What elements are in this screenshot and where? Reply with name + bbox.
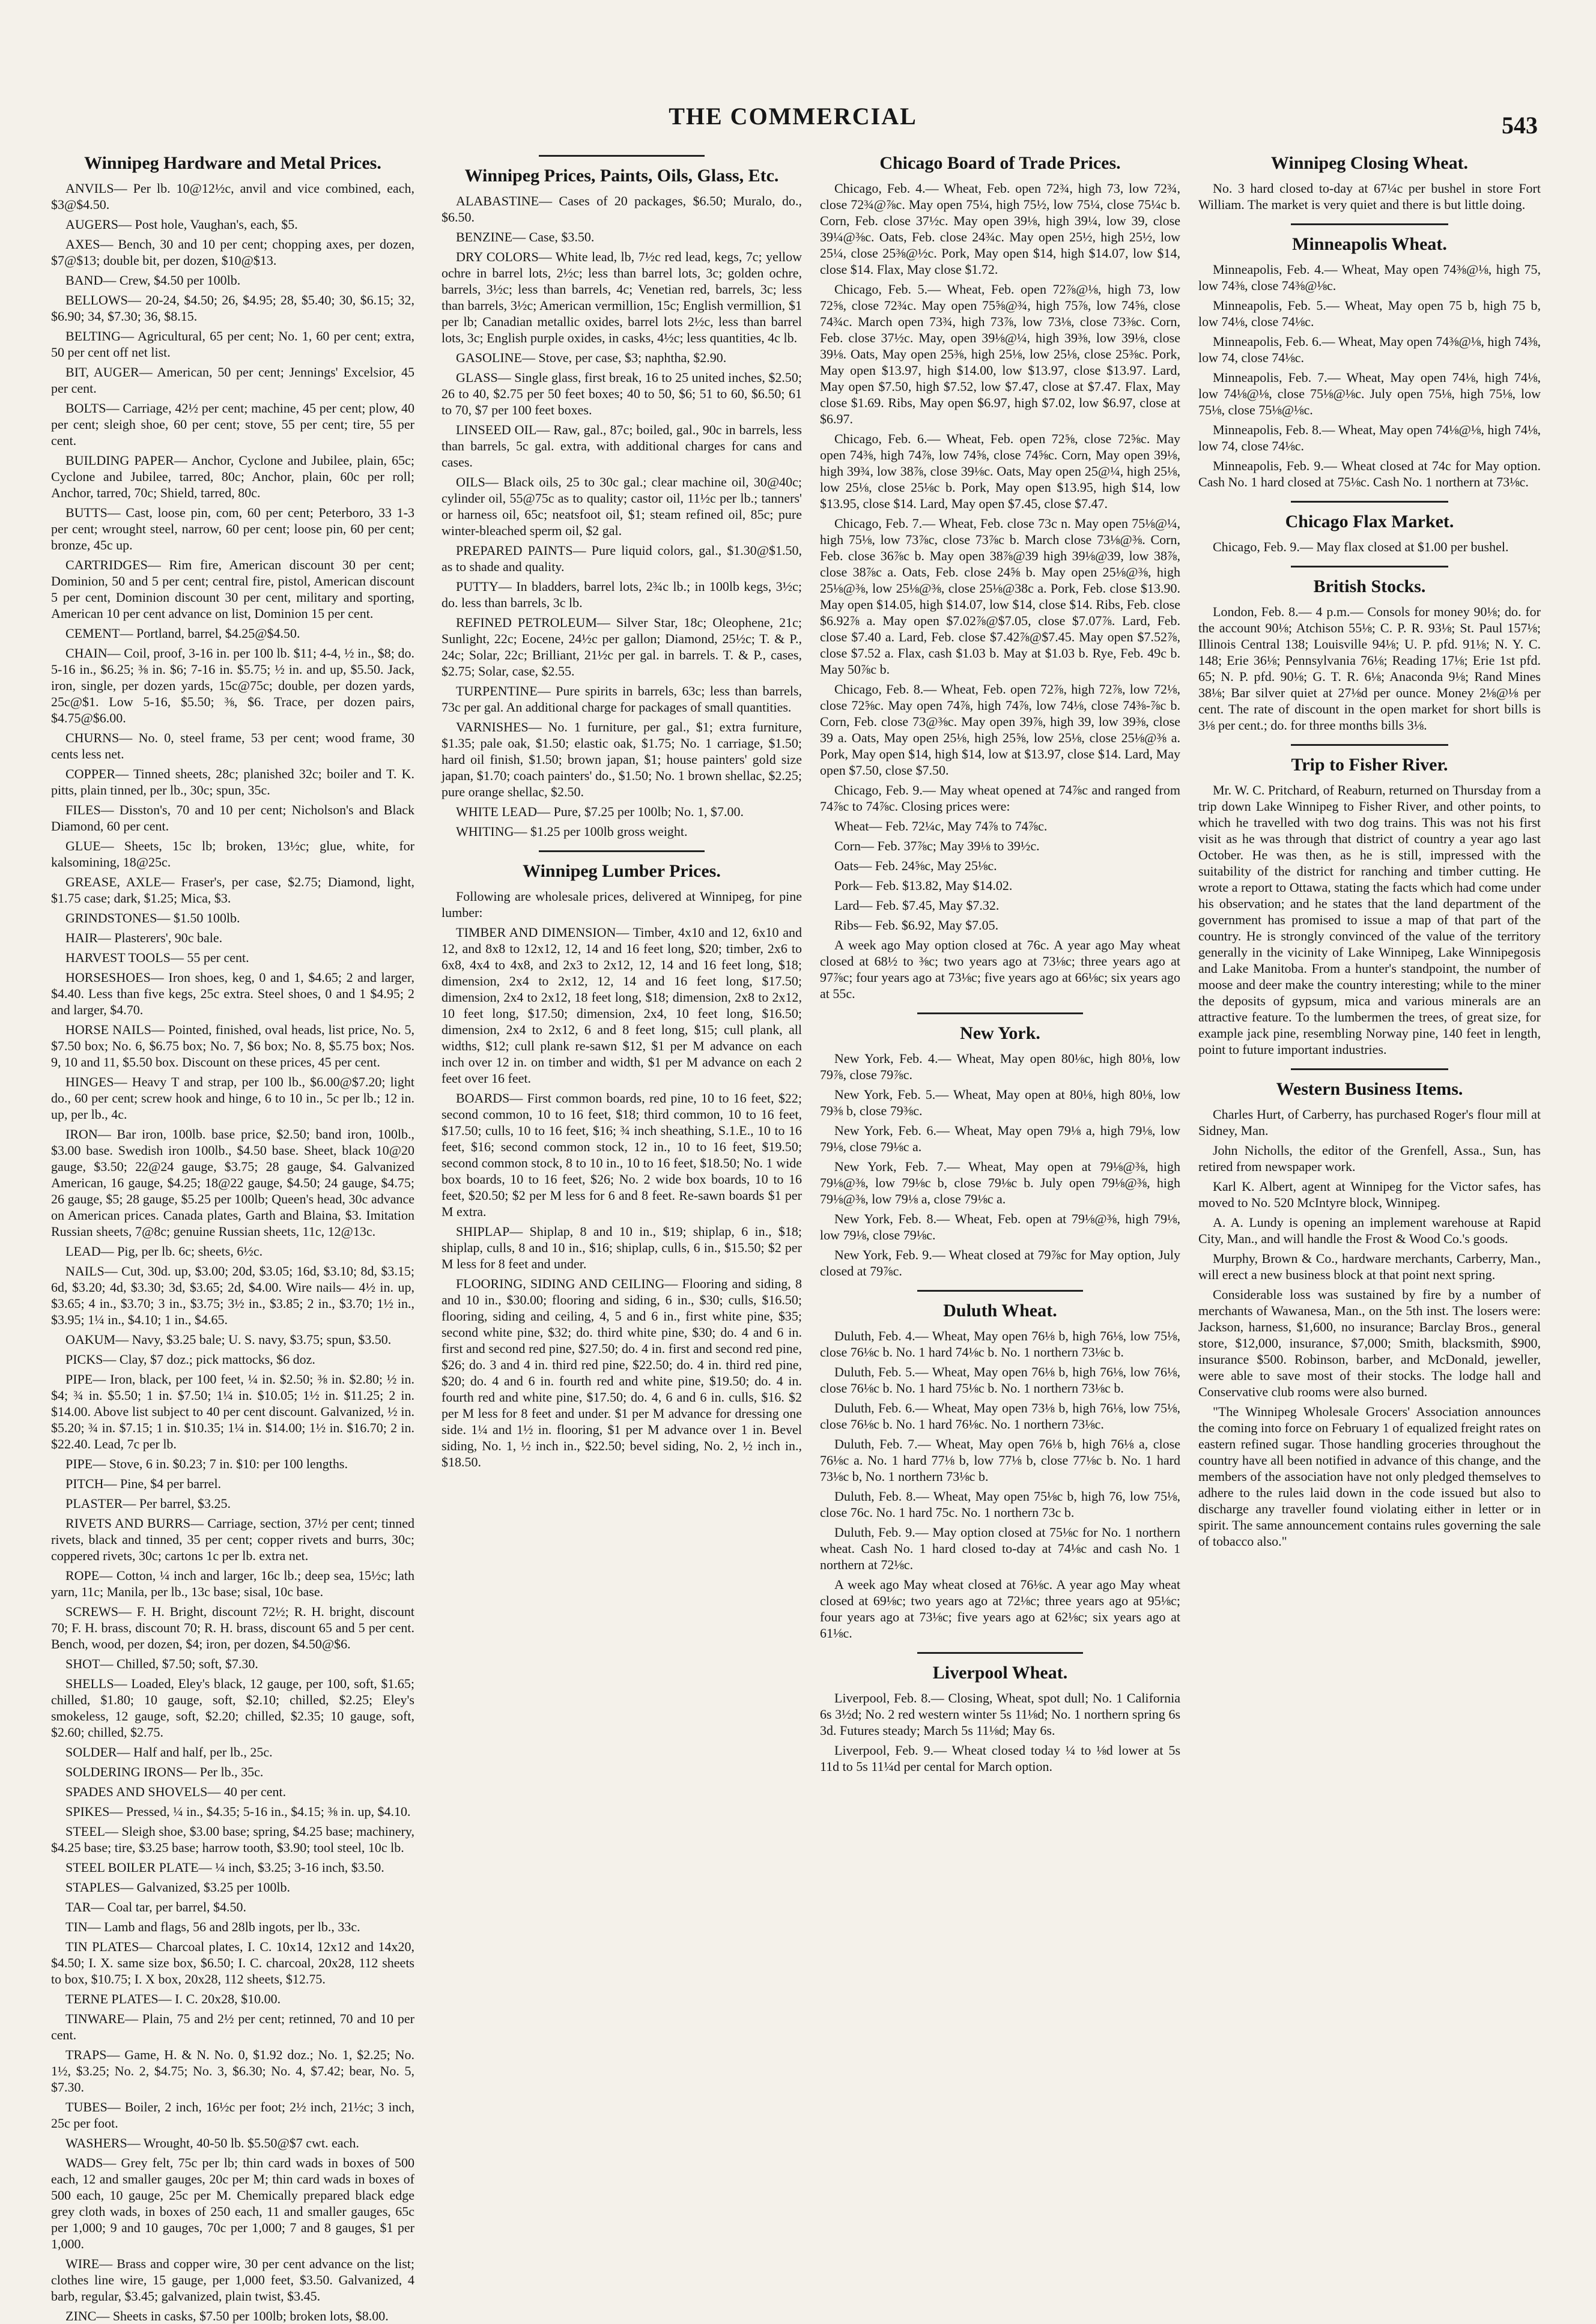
paragraph: WHITING— $1.25 per 100lb gross weight. xyxy=(456,824,688,839)
column-4 xyxy=(1198,144,1541,2270)
section-divider xyxy=(539,155,705,157)
paragraph: Considerable loss was sustained by fire by a number of merchants of Wawanesa, Man., on the 5th inst. The losers were: Jackson, harness, $1,600, no insurance; Barclay Bros., general store, $12,000, insurance, $7,000; Smith, blacksmith, $900, insurance $500. Robinson, barber, and McDonald, jeweller, were able to save most of their stocks. The lodge hall and Conservative club rooms were also burned. xyxy=(1198,1287,1541,1399)
paragraph: CARTRIDGES— Rim fire, American discount 30 per cent; Dominion, 50 and 5 per cent; central fire, pistol, American discount 5 per cent, Dominion discount 30 per cent, military and sporting, American 10 per cent advance on list, Dominion 15 per cent. xyxy=(51,557,414,621)
paragraph: Chicago, Feb. 7.— Wheat, Feb. close 73c n. May open 75⅛@¼, high 75⅛, low 73⅞c, close 73⅞c b. March close 73⅛@⅜. Corn, Feb. close 36⅞c b. May open 38⅞@39 high 39⅛@39, low 38⅞, close 38⅞c a. Oats, Feb. close 24⅝ b. May open 25⅛@⅜, high 25⅛@⅜, low 25⅛@⅜, close 25⅛@38c a. Pork, Feb. close $13.90. May open $14.05, high $14.07, low $14, close $14. Ribs, Feb. close $6.92⅞ a. May open $7.02⅞@$7.05, close $7.07⅞. Lard, Feb. close $7.40 a. Lard, Feb. close $7.42⅞@$7.45. May open $7.52⅞, close $7.52 a. Flax, cash $1.03 b. May at $1.03 b. Rye, Feb. 49c b. May 50⅞c b. xyxy=(820,516,1180,677)
paragraph: AXES— Bench, 30 and 10 per cent; chopping axes, per dozen, $7@$13; double bit, per dozen, $10@$13. xyxy=(51,237,414,268)
paragraph: CHURNS— No. 0, steel frame, 53 per cent; wood frame, 30 cents less net. xyxy=(51,730,414,761)
article-minneapolis xyxy=(1198,261,1541,490)
paragraph: AUGERS— Post hole, Vaughan's, each, $5. xyxy=(65,217,298,232)
section-divider xyxy=(917,1012,1083,1014)
paragraph: TIN PLATES— Charcoal plates, I. C. 10x14, 12x12 and 14x20, $4.50; I. X. same size box, $6.50; I. C. charcoal, 20x28, 112 sheets to box, $10.75; I. X box, 20x28, 112 sheets, $12.75. xyxy=(51,1939,414,1987)
section-title-liverpool: Liverpool Wheat. xyxy=(932,1663,1068,1683)
article-winnipeg-closing xyxy=(1198,180,1541,213)
paragraph: GASOLINE— Stove, per case, $3; naphtha, $2.90. xyxy=(456,350,727,365)
paragraph: A week ago May option closed at 76c. A year ago May wheat closed at 68½ to ⅜c; two years ago at 73⅛c; three years ago at 97⅞c; four years ago at 73⅛c; five years ago at 66⅛c; six years ago at 55c. xyxy=(820,937,1180,1001)
paragraph: Corn— Feb. 37⅞c; May 39⅛ to 39½c. xyxy=(834,838,1040,853)
paragraph: REFINED PETROLEUM— Silver Star, 18c; Oleophene, 21c; Sunlight, 22c; Eocene, 24½c per gallon; Diamond, 25½c; T. & P., 24c; Solar, 22c; Brilliant, 21½c per gal. in barrels. T. & P., cases, $2.75; Solar, case, $2.55. xyxy=(441,615,802,679)
paragraph: Charles Hurt, of Carberry, has purchased Roger's flour mill at Sidney, Man. xyxy=(1198,1107,1541,1138)
article-liverpool xyxy=(820,1690,1180,1775)
paragraph: Chicago, Feb. 8.— Wheat, Feb. open 72⅞, high 72⅞, low 72⅛, close 72⅝c. May open 74⅞, high 74⅞, low 74⅛, close 74⅜-⅞c b. Corn, Feb. close 73@⅜c. May open 39⅞, high 39, low 39⅜, close 39 a. Oats, May open 25⅛, high 25⅝, low 25⅛, close 25⅛@⅜ a. Pork, May open $14, high $14, low at $13.97, close $14. Lard, May open $7.50, close $7.50. xyxy=(820,682,1180,778)
section-title-fisher: Trip to Fisher River. xyxy=(1291,755,1448,775)
paragraph: SHIPLAP— Shiplap, 8 and 10 in., $19; shiplap, 6 in., $18; shiplap, culls, 8 and 10 in., $16; shiplap, culls, 6 in., $15.50; $2 per M less for 8 feet and under. xyxy=(441,1224,802,1271)
paragraph: New York, Feb. 9.— Wheat closed at 79⅞c for May option, July closed at 79⅞c. xyxy=(820,1247,1180,1279)
paragraph: New York, Feb. 5.— Wheat, May open at 80⅛, high 80⅛, low 79⅜ b, close 79⅜c. xyxy=(820,1087,1180,1118)
paragraph: TAR— Coal tar, per barrel, $4.50. xyxy=(65,1899,246,1914)
paragraph: Duluth, Feb. 4.— Wheat, May open 76⅛ b, high 76⅛, low 75⅛, close 76⅛c b. No. 1 hard 74⅛c b. No. 1 northern 73⅛c b. xyxy=(820,1328,1180,1360)
paragraph: ANVILS— Per lb. 10@12½c, anvil and vice combined, each, $3@$4.50. xyxy=(51,181,414,212)
paragraph: Minneapolis, Feb. 7.— Wheat, May open 74⅛, high 74⅛, low 74⅛@⅛, close 75⅛@⅛c. July open 75⅛, high 75⅛, low 75⅛, close 75⅛@⅛c. xyxy=(1198,370,1541,417)
paragraph: LEAD— Pig, per lb. 6c; sheets, 6½c. xyxy=(65,1244,263,1259)
running-title: THE COMMERCIAL xyxy=(669,103,917,130)
paragraph: GLASS— Single glass, first break, 16 to 25 united inches, $2.50; 26 to 40, $2.75 per 50 feet boxes; 40 to 50, $6; 51 to 60, $6.50; 61 to 70, $7 per 100 feet boxes. xyxy=(441,370,802,417)
paragraph: TRAPS— Game, H. & N. No. 0, $1.92 doz.; No. 1, $2.25; No. 1½, $3.25; No. 2, $4.75; No. 3, $6.30; No. 4, $7.42; bear, No. 5, $7.30. xyxy=(51,2047,414,2095)
section-title-hardware: Winnipeg Hardware and Metal Prices. xyxy=(84,153,381,173)
paragraph: SHELLS— Loaded, Eley's black, 12 gauge, per 100, soft, $1.65; chilled, $1.80; 10 gauge, soft, $2.10; chilled, $2.25; Eley's smokeless, 12 gauge, soft, $2.20; chilled, $2.35; 10 gauge, soft, $2.60; chilled, $2.75. xyxy=(51,1676,414,1740)
paragraph: Chicago, Feb. 6.— Wheat, Feb. open 72⅝, close 72⅝c. May open 74⅜, high 74⅞, low 74⅝, close 74⅝c. Corn, May open 39⅛, high 39¾, low 38⅞, close 39⅛c. Oats, May open 25@¼, high 25⅛, low 25⅛, close 25⅛c b. Pork, May open $13.95, high $14, low $13.95, close $14. Lard, May open $7.45, close $7.47. xyxy=(820,431,1180,511)
paragraph: BUTTS— Cast, loose pin, com, 60 per cent; Peterboro, 33 1-3 per cent; wrought steel, narrow, 60 per cent; loose pin, 60 per cent; bronze, 45c up. xyxy=(51,505,414,552)
paragraph: Mr. W. C. Pritchard, of Reaburn, returned on Thursday from a trip down Lake Winnipeg to Fisher River, and other points, to which he travelled with two dog trains. This was not his first visit as he was through that district of country a year ago last October. He was then, as he is still, impressed with the suitability of the district for ranching and timber cutting. He wrote a report to Ottawa, stating the facts which had come under his observation; and he states that the land department of the government has promised to issue a map of that part of the country. He is strongly convinced of the value of the territory generally in the vicinity of Lake Winnipeg, Lake Winnipegosis and Lake Manitoba. From a hunter's standpoint, the number of moose and deer make the country interesting; while to the miner the deposits of gypsum, mica and various minerals are an attractive feature. To the lumbermen the trees, of great size, for example jack pine, resembling Norway pine, 140 feet in length, point to future important industries. xyxy=(1198,782,1541,1057)
paragraph: Oats— Feb. 24⅝c, May 25⅛c. xyxy=(834,858,997,873)
paragraph: Chicago, Feb. 9.— May wheat opened at 74⅞c and ranged from 74⅞c to 74⅞c. Closing prices were: xyxy=(820,782,1180,814)
paragraph: STEEL BOILER PLATE— ¼ inch, $3.25; 3-16 inch, $3.50. xyxy=(65,1860,384,1875)
paragraph: New York, Feb. 6.— Wheat, May open 79⅛ a, high 79⅛, low 79⅛, close 79⅛c a. xyxy=(820,1123,1180,1154)
page-header xyxy=(0,0,1596,138)
paragraph: VARNISHES— No. 1 furniture, per gal., $1; extra furniture, $1.35; pale oak, $1.50; elastic oak, $1.75; No. 1 carriage, $1.50; hard oil finish, $1.50; brown japan, $1; house painters' gold size japan, $1.70; coach painters' do., $1.50; No. 1 brown shellac, $2.25; pure orange shellac, $2.50. xyxy=(441,719,802,799)
paragraph: HORSE NAILS— Pointed, finished, oval heads, list price, No. 5, $7.50 box; No. 6, $6.75 box; No. 7, $6 box; No. 8, $5.75 box; Nos. 9, 10 and 11, $5.50 box. Discount on these prices, 45 per cent. xyxy=(51,1022,414,1070)
paragraph: New York, Feb. 8.— Wheat, Feb. open at 79⅛@⅜, high 79⅛, low 79⅛, close 79⅛c. xyxy=(820,1211,1180,1242)
paragraph: LINSEED OIL— Raw, gal., 87c; boiled, gal., 90c in barrels, less than barrels, 5c gal. extra, with additional charges for cans and cases. xyxy=(441,422,802,470)
paragraph: STAPLES— Galvanized, $3.25 per 100lb. xyxy=(65,1880,291,1895)
paragraph: BAND— Crew, $4.50 per 100lb. xyxy=(65,273,241,288)
paragraph: Following are wholesale prices, delivered at Winnipeg, for pine lumber: xyxy=(441,889,802,920)
paragraph: Duluth, Feb. 8.— Wheat, May open 75⅛c b, high 76, low 75⅛, close 76c. No. 1 hard 75c. No. 1 northern 73c b. xyxy=(820,1489,1180,1520)
paragraph: OILS— Black oils, 25 to 30c gal.; clear machine oil, 30@40c; cylinder oil, 55@75c as to quality; castor oil, 11½c per lb.; tanners' or harness oil, 65c; neatsfoot oil, $1; steam refined oil, 85c; pure winter-bleached sperm oil, $2 gal. xyxy=(441,474,802,538)
section-divider xyxy=(917,1290,1083,1292)
article-paints xyxy=(441,193,802,840)
paragraph: PIPE— Iron, black, per 100 feet, ¼ in. $2.50; ⅜ in. $2.80; ½ in. $4; ¾ in. $5.50; 1 in. $7.50; 1¼ in. $10.05; 1½ in. $11.25; 2 in. $14.00. Above list subject to 40 per cent discount. Galvanized, ½ in. $5.20; ¾ in. $7.15; 1 in. $10.35; 1¼ in. $14.00; 1½ in. $16.70; 2 in. $22.40. Lead, 7c per lb. xyxy=(51,1372,414,1451)
section-divider xyxy=(1291,501,1448,503)
section-title-chicago: Chicago Board of Trade Prices. xyxy=(879,153,1121,173)
paragraph: Chicago, Feb. 5.— Wheat, Feb. open 72⅞@⅛, high 73, low 72⅝, close 72¾c. May open 75⅝@¾, high 75⅞, low 74⅝, close 74¾c. March open 73¾, high 73⅞, low 73⅛, close 73⅜c. Corn, Feb. close 37½c. May, open 39⅛@¼, high 39⅜, low 39⅛, close 39⅛. Oats, May open 25⅜, high 25⅛, low 25⅛, close 25⅜c. Pork, May open $13.97, high $14.00, low $13.97, close $13.97. Lard, May open $7.50, high $7.52, low $7.47, close at $7.47. Flax, May close $1.69. Ribs, May open $6.97, high $7.02, low $6.97, close at $6.97. xyxy=(820,282,1180,426)
section-divider xyxy=(917,1652,1083,1654)
section-title-winnipeg-closing: Winnipeg Closing Wheat. xyxy=(1270,153,1469,173)
section-title-duluth: Duluth Wheat. xyxy=(943,1301,1057,1321)
paragraph: TIMBER AND DIMENSION— Timber, 4x10 and 12, 6x10 and 12, and 8x8 to 12x12, 12, 14 and 16 feet long, $20; timber, 2x6 to 6x8, 4x4 to 4x8, and 2x3 to 2x12, 12, 14 and 16 feet long, $18; dimension, 2x4 to 2x12, 12, 14 and 16 feet long, $17.50; dimension, 2x4 to 2x12, 18 feet long, $18; dimension, 2x8 to 2x12, 10 feet long, $17.50; dimension, 2x4, 10 feet long, $16.50; dimension, 2x4 to 2x12, 6 and 8 feet long, $15; cull plank, all widths, $12; cull plank re-sawn $12, $1 per M advance on each inch over 12 in. on timber and width, $1 per M advance on each 2 feet over 16 feet. xyxy=(441,925,802,1086)
section-title-newyork: New York. xyxy=(960,1023,1040,1043)
paragraph: Liverpool, Feb. 9.— Wheat closed today ¼ to ⅛d lower at 5s 11d to 5s 11¼d per cental for March option. xyxy=(820,1743,1180,1774)
page-number: 543 xyxy=(1502,112,1538,139)
paragraph: BENZINE— Case, $3.50. xyxy=(456,229,595,244)
paragraph: SOLDER— Half and half, per lb., 25c. xyxy=(65,1745,273,1760)
article-western xyxy=(1198,1106,1541,1549)
paragraph: DRY COLORS— White lead, lb, 7½c red lead, kegs, 7c; yellow ochre in barrel lots, 2½c; less than barrel lots, 3c; golden ochre, barrels, 3½c; less than barrels, 4c; Venetian red, barrels, 3c; less than barrels, 3½c; American vermillion, 15c; English vermillion, $1 per lb; Canadian metallic oxides, barrel lots 2½c, less than barrel lots, 3c; English purple oxides, in casks, 4½c; less quantities, 4c lb. xyxy=(441,249,802,345)
section-title-british: British Stocks. xyxy=(1313,576,1426,596)
paragraph: FILES— Disston's, 70 and 10 per cent; Nicholson's and Black Diamond, 60 per cent. xyxy=(51,802,414,834)
paragraph: New York, Feb. 7.— Wheat, May open at 79⅛@⅜, high 79⅛@⅜, low 79⅛c b, close 79⅛c b. July open 79⅛@⅜, high 79⅛@⅜, low 79⅛ a, close 79⅛c a. xyxy=(820,1159,1180,1206)
paragraph: CHAIN— Coil, proof, 3-16 in. per 100 lb. $11; 4-4, ½ in., $8; do. 5-16 in., $6.25; ⅜ in. $6; 7-16 in. $5.75; ½ in. and up, $5.50. Jack, iron, single, per dozen yards, 15c@75c; double, per dozen yards, 25c@$1. Low 5-16, $5.50; ⅜, $6. Trace, per dozen pairs, $4.75@$6.00. xyxy=(51,646,414,725)
paragraph: Lard— Feb. $7.45, May $7.32. xyxy=(834,898,1000,913)
paragraph: ALABASTINE— Cases of 20 packages, $6.50; Muralo, do., $6.50. xyxy=(441,193,802,225)
paragraph: ROPE— Cotton, ¼ inch and larger, 16c lb.; deep sea, 15½c; lath yarn, 11c; Manila, per lb., 13c base; sisal, 10c base. xyxy=(51,1568,414,1599)
article-chicago xyxy=(820,180,1180,1002)
section-title-western: Western Business Items. xyxy=(1276,1079,1463,1099)
article-duluth xyxy=(820,1328,1180,1641)
paragraph: WHITE LEAD— Pure, $7.25 per 100lb; No. 1, $7.00. xyxy=(456,804,744,819)
paragraph: BELTING— Agricultural, 65 per cent; No. 1, 60 per cent; extra, 50 per cent off net list. xyxy=(51,328,414,360)
paragraph: Minneapolis, Feb. 8.— Wheat, May open 74⅛@⅛, high 74⅛, low 74, close 74⅛c. xyxy=(1198,422,1541,453)
paragraph: BELLOWS— 20-24, $4.50; 26, $4.95; 28, $5.40; 30, $6.15; 32, $6.90; 34, $7.30; 36, $8.15. xyxy=(51,292,414,324)
paragraph: SCREWS— F. H. Bright, discount 72½; R. H. bright, discount 70; F. H. brass, discount 70; R. H. brass, discount 65 and 5 per cent. Bench, wood, per dozen, $4; iron, per dozen, $4.50@$6. xyxy=(51,1604,414,1651)
paragraph: WIRE— Brass and copper wire, 30 per cent advance on the list; clothes line wire, 15 gauge, per 1,000 feet, $3.50. Galvanized, 4 barb, regular, $3.45; galvanized, plain twist, $3.45. xyxy=(51,2256,414,2304)
paragraph: HAIR— Plasterers', 90c bale. xyxy=(65,930,223,945)
paragraph: A. A. Lundy is opening an implement warehouse at Rapid City, Man., and will handle the Frost & Wood Co.'s goods. xyxy=(1198,1215,1541,1246)
article-british xyxy=(1198,604,1541,733)
paragraph: PIPE— Stove, 6 in. $0.23; 7 in. $10: per 100 lengths. xyxy=(65,1456,348,1471)
paragraph: SOLDERING IRONS— Per lb., 35c. xyxy=(65,1764,264,1779)
paragraph: HARVEST TOOLS— 55 per cent. xyxy=(65,950,249,965)
paragraph: COPPER— Tinned sheets, 28c; planished 32c; boiler and T. K. pitts, plain tinned, per lb., 30c; spun, 35c. xyxy=(51,766,414,797)
paragraph: BOLTS— Carriage, 42½ per cent; machine, 45 per cent; plow, 40 per cent; sleigh shoe, 60 per cent; stove, 55 per cent; tire, 55 per cent. xyxy=(51,401,414,448)
column-3 xyxy=(820,144,1180,2270)
paragraph: RIVETS AND BURRS— Carriage, section, 37½ per cent; tinned rivets, black and tinned, 35 per cent; copper rivets and burrs, 30c; coppered rivets, 30c; cartons 1c per lb. extra net. xyxy=(51,1516,414,1563)
paragraph: Ribs— Feb. $6.92, May $7.05. xyxy=(834,918,999,933)
paragraph: OAKUM— Navy, $3.25 bale; U. S. navy, $3.75; spun, $3.50. xyxy=(65,1332,392,1347)
paragraph: WASHERS— Wrought, 40-50 lb. $5.50@$7 cwt. each. xyxy=(65,2135,359,2150)
article-lumber xyxy=(441,888,802,1470)
paragraph: John Nicholls, the editor of the Grenfell, Assa., Sun, has retired from newspaper work. xyxy=(1198,1143,1541,1174)
paragraph: NAILS— Cut, 30d. up, $3.00; 20d, $3.05; 16d, $3.10; 8d, $3.15; 6d, $3.20; 4d, $3.30; 3d, $3.65; 2d, $4.00. Wire nails— 4½ in. up, $3.65; 4 in., $3.70; 3 in., $3.75; 3½ in., $3.85; 2 in., $3.70; 1½ in., $3.95; 1¼ in., $4.10; 1 in., $4.65. xyxy=(51,1263,414,1327)
paragraph: SPADES AND SHOVELS— 40 per cent. xyxy=(65,1784,287,1799)
paragraph: PITCH— Pine, $4 per barrel. xyxy=(65,1476,222,1491)
paragraph: BUILDING PAPER— Anchor, Cyclone and Jubilee, plain, 65c; Cyclone and Jubilee, tarred, 80c; Anchor, plain, 60c per roll; Anchor, tarred, 70c; Shield, tarred, 80c. xyxy=(51,453,414,500)
section-divider xyxy=(539,850,705,852)
paragraph: HINGES— Heavy T and strap, per 100 lb., $6.00@$7.20; light do., 60 per cent; screw hook and hinge, 6 to 10 in., 5c per lb.; 12 in. up, per lb., 4c. xyxy=(51,1074,414,1122)
paragraph: Chicago, Feb. 9.— May flax closed at $1.00 per bushel. xyxy=(1213,539,1509,554)
paragraph: New York, Feb. 4.— Wheat, May open 80⅛c, high 80⅛, low 79⅞, close 79⅞c. xyxy=(820,1051,1180,1082)
paragraph: TUBES— Boiler, 2 inch, 16½c per foot; 2½ inch, 21½c; 3 inch, 25c per foot. xyxy=(51,2099,414,2131)
paragraph: IRON— Bar iron, 100lb. base price, $2.50; band iron, 100lb., $3.00 base. Swedish iron 100lb., $4.50 base. Sheet, black 10@20 gauge, $3.50; 22@24 gauge, $3.75; 28 gauge, $4. Galvanized American, 16 gauge, $4.25; 18@22 gauge, $4.50; 24 gauge, $4.75; 26 gauge, $5; 28 gauge, $5.25 per 100lb; Queen's head, 30c advance on American prices. Canada plates, Garth and Blaina, $3. Imitation Russian sheets, 7@8c; genuine Russian sheets, 11c, 12@13c. xyxy=(51,1127,414,1239)
paragraph: Minneapolis, Feb. 6.— Wheat, May open 74⅜@⅛, high 74⅜, low 74, close 74⅛c. xyxy=(1198,334,1541,365)
paragraph: "The Winnipeg Wholesale Grocers' Association announces the coming into force on February 1 of equalized freight rates on eastern refined sugar. Those handling groceries throughout the country have all been notified in advance of this change, and the members of the association have not only pledged themselves to adhere to the rules laid down in the code issued but also to discharge any traveller found violating either in letter or in spirit. The same announcement contains rules governing the sale of tobacco also." xyxy=(1198,1404,1541,1549)
paragraph: A week ago May wheat closed at 76⅛c. A year ago May wheat closed at 69⅛c; two years ago at 72⅛c; three years ago at 95⅛c; four years ago at 73⅛c; five years ago at 62⅛c; six years ago at 61⅛c. xyxy=(820,1577,1180,1641)
section-divider xyxy=(1291,223,1448,225)
paragraph: PUTTY— In bladders, barrel lots, 2¾c lb.; in 100lb kegs, 3½c; do. less than barrels, 3c lb. xyxy=(441,579,802,610)
paragraph: Minneapolis, Feb. 5.— Wheat, May open 75 b, high 75 b, low 74⅛, close 74⅛c. xyxy=(1198,298,1541,329)
section-title-lumber: Winnipeg Lumber Prices. xyxy=(523,861,721,881)
paragraph: Karl K. Albert, agent at Winnipeg for the Victor safes, has moved to No. 520 McIntyre block, Winnipeg. xyxy=(1198,1179,1541,1210)
paragraph: London, Feb. 8.— 4 p.m.— Consols for money 90⅛; do. for the account 90⅛; Atchison 55⅛; C. P. R. 93⅛; St. Paul 157⅛; Illinois Central 138; Louisville 94⅛; U. P. pfd. 91⅛; N. Y. C. 148; Erie 36⅛; Pennsylvania 76⅛; Reading 17⅛; Erie 1st pfd. 65; N. P. pfd. 90⅛; G. T. R. 6⅛; Anaconda 9⅛; Rand Mines 38⅛; Bar silver quiet at 27⅛d per ounce. Money 2⅛@⅛ per cent. The rate of discount in the open market for short bills is 3⅛ per cent.; do. for three months bills 3⅛. xyxy=(1198,604,1541,733)
column-1 xyxy=(51,144,414,2323)
paragraph: PREPARED PAINTS— Pure liquid colors, gal., $1.30@$1.50, as to shade and quality. xyxy=(441,543,802,574)
paragraph: Wheat— Feb. 72¼c, May 74⅞ to 74⅞c. xyxy=(834,819,1048,834)
paragraph: STEEL— Sleigh shoe, $3.00 base; spring, $4.25 base; machinery, $4.25 base; tire, $3.25 base; harrow tooth, $3.90; tool steel, 10c lb. xyxy=(51,1824,414,1855)
paragraph: WADS— Grey felt, 75c per lb; thin card wads in boxes of 500 each, 12 and smaller gauges, 20c per M; thin card wads in boxes of 500 each, 10 gauge, 25c per M. Chemically prepared black edge grey cloth wads, in boxes of 250 each, 11 and smaller gauges, 65c per 1,000; 9 and 10 gauges, 70c per 1,000; 7 and 8 gauges, $1 per 1,000. xyxy=(51,2155,414,2251)
paragraph: Duluth, Feb. 9.— May option closed at 75⅛c for No. 1 northern wheat. Cash No. 1 hard closed to-day at 74⅛c and cash No. 1 northern at 72⅛c. xyxy=(820,1525,1180,1572)
article-flax xyxy=(1198,539,1541,555)
paragraph: ZINC— Sheets in casks, $7.50 per 100lb; broken lots, $8.00. xyxy=(65,2308,389,2323)
paragraph: TINWARE— Plain, 75 and 2½ per cent; retinned, 70 and 10 per cent. xyxy=(51,2011,414,2042)
paragraph: TURPENTINE— Pure spirits in barrels, 63c; less than barrels, 73c per gal. An additional charge for packages of small quantities. xyxy=(441,683,802,715)
paragraph: GREASE, AXLE— Fraser's, per case, $2.75; Diamond, light, $1.75 case; dark, $1.25; Mica, $3. xyxy=(51,874,414,906)
paragraph: CEMENT— Portland, barrel, $4.25@$4.50. xyxy=(65,626,300,641)
paragraph: SPIKES— Pressed, ¼ in., $4.35; 5-16 in., $4.15; ⅜ in. up, $4.10. xyxy=(65,1804,411,1819)
section-title-minneapolis: Minneapolis Wheat. xyxy=(1292,234,1447,254)
column-2 xyxy=(441,144,802,2270)
paragraph: Chicago, Feb. 4.— Wheat, Feb. open 72¾, high 73, low 72¾, close 72¾@⅞c. May open 75¼, high 75½, low 75¼, close 75¼c b. Corn, Feb. close 37½c. May open 39⅛, high 39¼, low 39, close 39¼@⅜c. Oats, Feb. close 24¾c. May open 25½, high 25½, low 25¼, close 25⅜@½c. Pork, May open $14, high $14.07, low $14, close $14. Flax, May close $1.72. xyxy=(820,181,1180,277)
paragraph: PICKS— Clay, $7 doz.; pick mattocks, $6 doz. xyxy=(65,1352,315,1367)
paragraph: TERNE PLATES— I. C. 20x28, $10.00. xyxy=(65,1991,281,2006)
paragraph: Liverpool, Feb. 8.— Closing, Wheat, spot dull; No. 1 California 6s 3½d; No. 2 red western winter 5s 11⅛d; No. 1 northern spring 6s 3d. Futures steady; March 5s 11⅛d; May 6s. xyxy=(820,1690,1180,1738)
section-title-flax: Chicago Flax Market. xyxy=(1285,512,1454,531)
paragraph: Pork— Feb. $13.82, May $14.02. xyxy=(834,878,1013,893)
paragraph: HORSESHOES— Iron shoes, keg, 0 and 1, $4.65; 2 and larger, $4.40. Less than five kegs, 25c extra. Steel shoes, 0 and 1 $4.95; 2 and larger, $4.70. xyxy=(51,970,414,1017)
section-divider xyxy=(1291,744,1448,746)
paragraph: FLOORING, SIDING AND CEILING— Flooring and siding, 8 and 10 in., $30.00; flooring and siding, 6 in., $30; culls, $16.50; flooring, siding and ceiling, 4, 5 and 6 in., first white pine, $35; second white pine, $32; do. third white pine, $30; do. 4 and 6 in. first and second red pine, $27.50; do. 4 in. first and second red pine, $26; do. 3 and 4 in. third red pine, $22.50; do. 4 in. third red pine, $20; do. 4 and 6 in. fourth red and white pine, $19.50; do. 4 in. fourth red and white pine, $17.50; do. 4, 6 and 6 in. culls, $16. $2 per M less for 8 feet and under. $1 per M advance for dressing one side. 1¼ and 1½ in. flooring, $1 per M advance over 1 in. Bevel siding, No. 1, ½ inch in., $22.50; bevel siding, No. 2, ½ inch in., $18.50. xyxy=(441,1276,802,1469)
paragraph: BIT, AUGER— American, 50 per cent; Jennings' Excelsior, 45 per cent. xyxy=(51,365,414,396)
article-newyork xyxy=(820,1050,1180,1279)
paragraph: BOARDS— First common boards, red pine, 10 to 16 feet, $22; second common, 10 to 16 feet, $18; third common, 10 to 16 feet, $17.50; culls, 10 to 16 feet, $16; ¾ inch sheathing, S.1.E., 10 to 16 feet, $16; second common stock, 12 in., 10 to 16 feet, $19.50; second common stock, 8 to 10 in., 10 to 16 feet, $18.50; No. 1 wide box boards, 10 to 16 feet, $26; No. 2 wide box boards, 10 to 16 feet, $20.50; $2 per M less for 6 and 8 feet. Re-sawn boards $1 per M extra. xyxy=(441,1091,802,1219)
paragraph: PLASTER— Per barrel, $3.25. xyxy=(65,1496,231,1511)
paragraph: GLUE— Sheets, 15c lb; broken, 13½c; glue, white, for kalsomining, 18@25c. xyxy=(51,838,414,870)
article-fisher xyxy=(1198,782,1541,1058)
article-hardware xyxy=(51,180,414,2324)
section-divider xyxy=(1291,566,1448,567)
paragraph: SHOT— Chilled, $7.50; soft, $7.30. xyxy=(65,1656,258,1671)
paragraph: Murphy, Brown & Co., hardware merchants, Carberry, Man., will erect a new business block at that point next spring. xyxy=(1198,1251,1541,1282)
paragraph: Minneapolis, Feb. 9.— Wheat closed at 74c for May option. Cash No. 1 hard closed at 75⅛c. Cash No. 1 northern at 73⅛c. xyxy=(1198,458,1541,489)
paragraph: No. 3 hard closed to-day at 67¼c per bushel in store Fort William. The market is very quiet and there is but little doing. xyxy=(1198,181,1541,212)
paragraph: Duluth, Feb. 5.— Wheat, May open 76⅛ b, high 76⅛, low 76⅛, close 76⅛c b. No. 1 hard 75⅛c b. No. 1 northern 73⅛c b. xyxy=(820,1364,1180,1396)
paragraph: TIN— Lamb and flags, 56 and 28lb ingots, per lb., 33c. xyxy=(65,1919,360,1934)
paragraph: GRINDSTONES— $1.50 100lb. xyxy=(65,910,240,925)
paragraph: Duluth, Feb. 6.— Wheat, May open 73⅛ b, high 76⅛, low 75⅛, close 76⅛c b. No. 1 hard 76⅛c. No. 1 northern 73⅛c. xyxy=(820,1400,1180,1432)
paragraph: Minneapolis, Feb. 4.— Wheat, May open 74⅜@⅛, high 75, low 74⅜, close 74⅜@⅛c. xyxy=(1198,262,1541,293)
paragraph: Duluth, Feb. 7.— Wheat, May open 76⅛ b, high 76⅛ a, close 76⅛c a. No. 1 hard 77⅛ b, low 77⅛ b, close 77⅛c b. No. 1 hard 73⅛c b, No. 1 northern 73⅛c b. xyxy=(820,1436,1180,1484)
section-title-paints: Winnipeg Prices, Paints, Oils, Glass, Etc. xyxy=(464,166,779,186)
section-divider xyxy=(1291,1068,1448,1070)
